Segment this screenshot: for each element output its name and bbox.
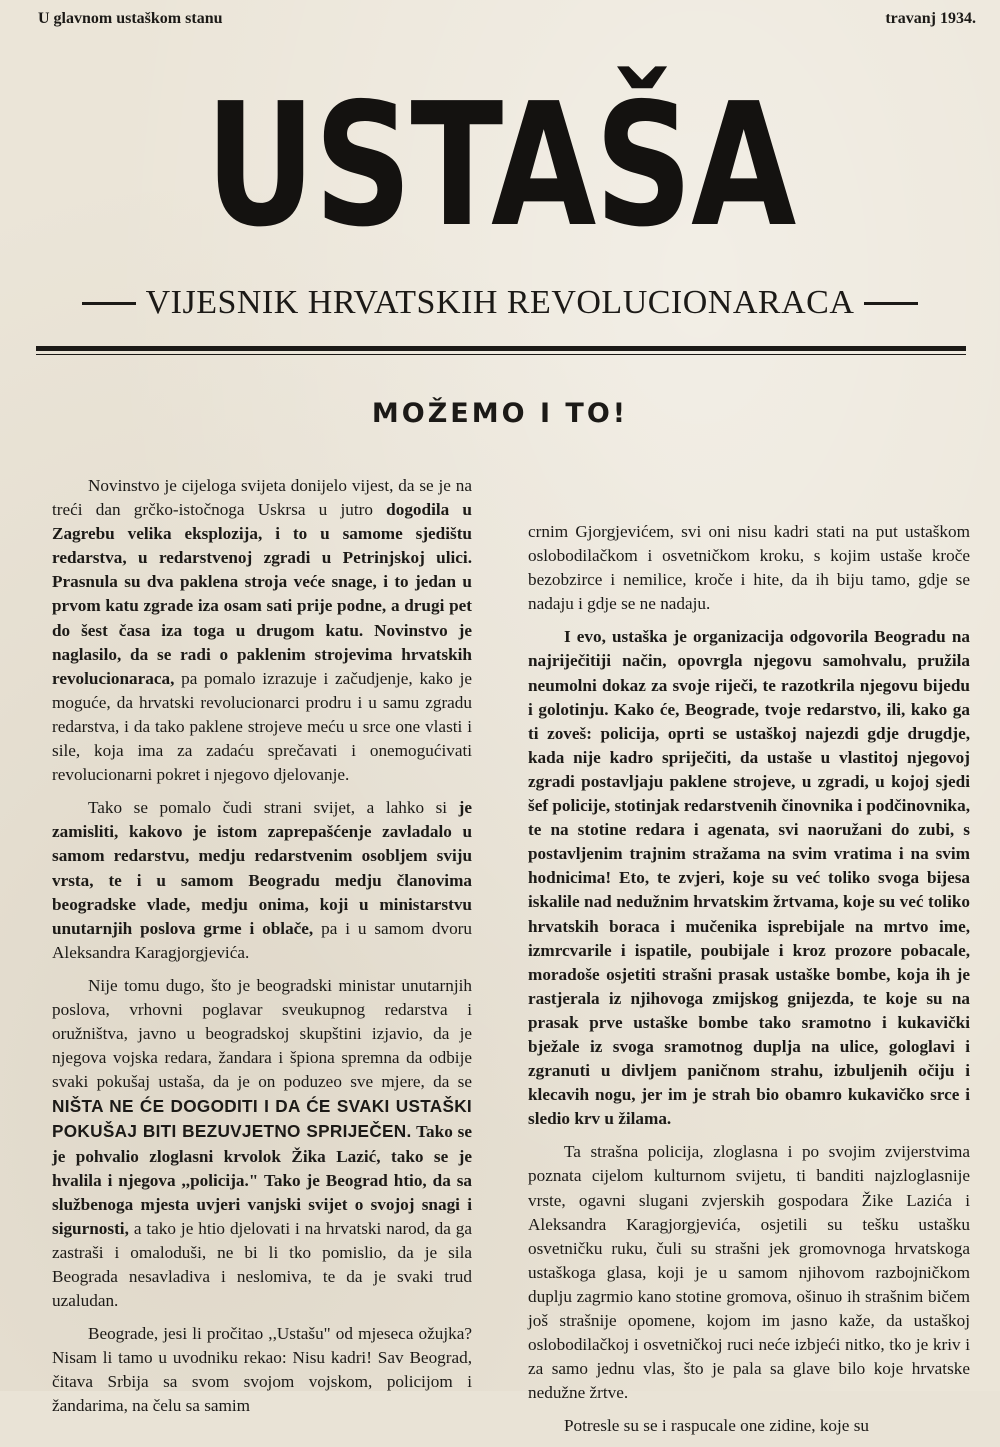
masthead-subtitle: [28, 284, 972, 322]
text-run: Tako se pomalo čudi strani svijet, a lahko si: [88, 798, 459, 818]
caps-run: NIŠTA NE ĆE DOGODITI I DA ĆE SVAKI USTAŠKI POKUŠAJ BITI BEZUVJETNO SPRIJEČEN.: [52, 1096, 472, 1142]
text-run: Nije tomu dugo, što je beogradski ministar unutarnjih poslova, vrhovni poglavar sveukupnog redarstva i oružništva, javno u beogradskoj skupštini izjavio, da je njegova vojska redara, žandara i špiona spremna da odbije svaki pokušaj ustaša, da je on poduzeo sve mjere, da se: [52, 975, 472, 1092]
paragraph: Ta strašna policija, zloglasna i po svojim zvijerstvima poznata cijelom kulturnom svijetu, ti banditi najzloglasnije vrste, ogavni sluganі zvjerskih gospodara Žike Lazića i Aleksandra Karagjorgjevića, osjetili su tešku ustašku osvetničku ruku, čuli su strašni jek gromovnoga hrvatskoga ustaškoga glasa, koji je u samom njihovom razbojničkom duplju zagrmio kano stotine gromova, ošinuo ih strašnim bičem još strašnije opomene, kojom im jasno kaže, da ustaškoj oslobodilačkoj i osvetničkoj ruci neće izbjeći nitko, tko je kriv i za samo jednu vlas, što je pala sa glave bilo koje hrvatske nedužne žrtve.: [528, 1142, 970, 1403]
paragraph: [52, 974, 472, 1313]
text-run: Novinstvo je cijeloga svijeta donijelo vijest, da se je na treći dan grčko-istočnoga Uskrsa u jutro: [52, 476, 472, 520]
divider-thin: [36, 354, 966, 355]
bold-run: Tako se je pohvalio zloglasni krvolok Žika Lazić, tako se je hvalila i njegova ,,policija." Tako je Beograd htio, da sa službenoga mjesta uvjeri vanjski svijet o svojoj snagi i sigurnosti,: [52, 1122, 472, 1238]
divider-thick: [36, 346, 966, 351]
header-line: [38, 10, 976, 28]
subtitle-dash-left: [82, 302, 136, 305]
article-column-right: [528, 520, 970, 1447]
subtitle-dash-right: [864, 302, 918, 305]
paragraph: [52, 796, 472, 965]
paragraph: crnim Gjorgjevićem, svi oni nisu kadri stati na put ustaškom oslobodilačkom i osvetničkom kroku, s kojim ustaše kroče bezobzirce i nemilice, kroče i hite, da ih biju tamo, gdje se nadaju i gdje se ne nadaju.: [528, 522, 970, 614]
text-run: pa i u samom dvoru Aleksandra Karagjorgjevića.: [52, 918, 473, 962]
article-column-left: [52, 474, 472, 1428]
article-headline: MOŽEMO I TO!: [371, 398, 629, 429]
bold-run: dogodila u Zagrebu velika eksplozija, i to u samome sjedištu redarstva, u redarstvenoj zgradi u Petrinjskoj ulici. Prasnula su dva paklena stroja veće snage, i to jedan u prvom katu zgrade iza osam sati prije podne, a drugi pet do šest časa iza toga u drugom katu. Novinstvo je naglasilo, da se radi o paklenim strojevima hrvatskih revolucionaraca,: [52, 500, 472, 688]
subtitle-text: VIJESNIK HRVATSKIH REVOLUCIONARACA: [145, 284, 855, 321]
paragraph: I evo, ustaška je organizacija odgovorila Beogradu na najriječitiji način, opovrgla njegovu samohvalu, pružila neumolni dokaz za svoje riječi, te razotkrila njegovu bijedu i golotinju. Kako će, Beograde, tvoje redarstvo, ili, kako ga ti zoveš: policija, oprti se ustaškoj najezdi gdje drugdje, kada nije kadro spriječiti, da ustaše u vlastitoj njegovoj zgradi postavljaju paklene strojeve, u zgradi, u kojoj sjedi šef policije, stotinjak redarstvenih činovnika i podčinovnika, te na stotine redara i agenata, svi naoružani do zubi, s postavljenim trajnim stražama na svim vratima i na svim hodnicima! Eto, te zvjeri, koje su već toliko svoga bijesa iskalile nad nedužnim hrvatskim žrtvama, koje su već toliko hrvatskih boraca i mučenika isprebijale na mrtvo ime, izmrcvarile i ispatile, poubijale i kroz prozore pobacale, moradoše osjetiti strašni prasak ustaške bombe, koja ih je rastjerala iz njihovoga zmijskog gnijezda, te koje su na prasak prve ustaške bombe tako sramotno i kukavički bježale iz svoga sramotnog duplja na ulice, gologlavi i zgranuti u divljem paničnom strahu, izbuljenih očiju i klecavih nogu, jer im je strah bio obamro kukavičko srce i sledio krv u žilama.: [528, 627, 970, 1129]
text-run: pa pomalo izrazuje i začudjenje, kako je moguće, da hrvatski revolucionarci prodru i u samu zgradu redarstva, i da tako paklene strojeve meću u srce one vlasti i sile, koja ima za zadaću sprečavati i onemogućivati revolucionarni pokret i njegovo djelovanje.: [52, 668, 472, 785]
paragraph: [52, 474, 472, 787]
paragraph: Potresle su se i raspucale one zidine, koje su: [564, 1416, 869, 1436]
bold-run: je zamisliti, kakovo je istom zaprepašćenje zavladalo u samom redarstvu, medju redarstvenim osobljem sviju vrsta, te i u samom Beogradu medju članovima beogradske vlade, medju onima, koji u ministarstvu unutarnjih poslova grme i oblače,: [52, 798, 472, 938]
header-date: travanj 1934.: [885, 10, 976, 27]
text-run: a tako je htio djelovati i na hrvatski narod, da ga zastraši i omaloduši, ne bi li tko pomislio, da je sila Beograda nesavladiva i neslomiva, te da je svaki trud uzaludan.: [52, 1218, 472, 1311]
header-location: U glavnom ustaškom stanu: [38, 10, 223, 27]
masthead-title: USTAŠA: [205, 67, 795, 265]
paragraph: Beograde, jesi li pročitao ,,Ustašu" od mjeseca ožujka? Nisam li tamo u uvodniku rekao: Nisu kadri! Sav Beograd, čitava Srbija sa svom svojom vojskom, policijom i žandarima, na čelu sa samim: [52, 1324, 472, 1416]
